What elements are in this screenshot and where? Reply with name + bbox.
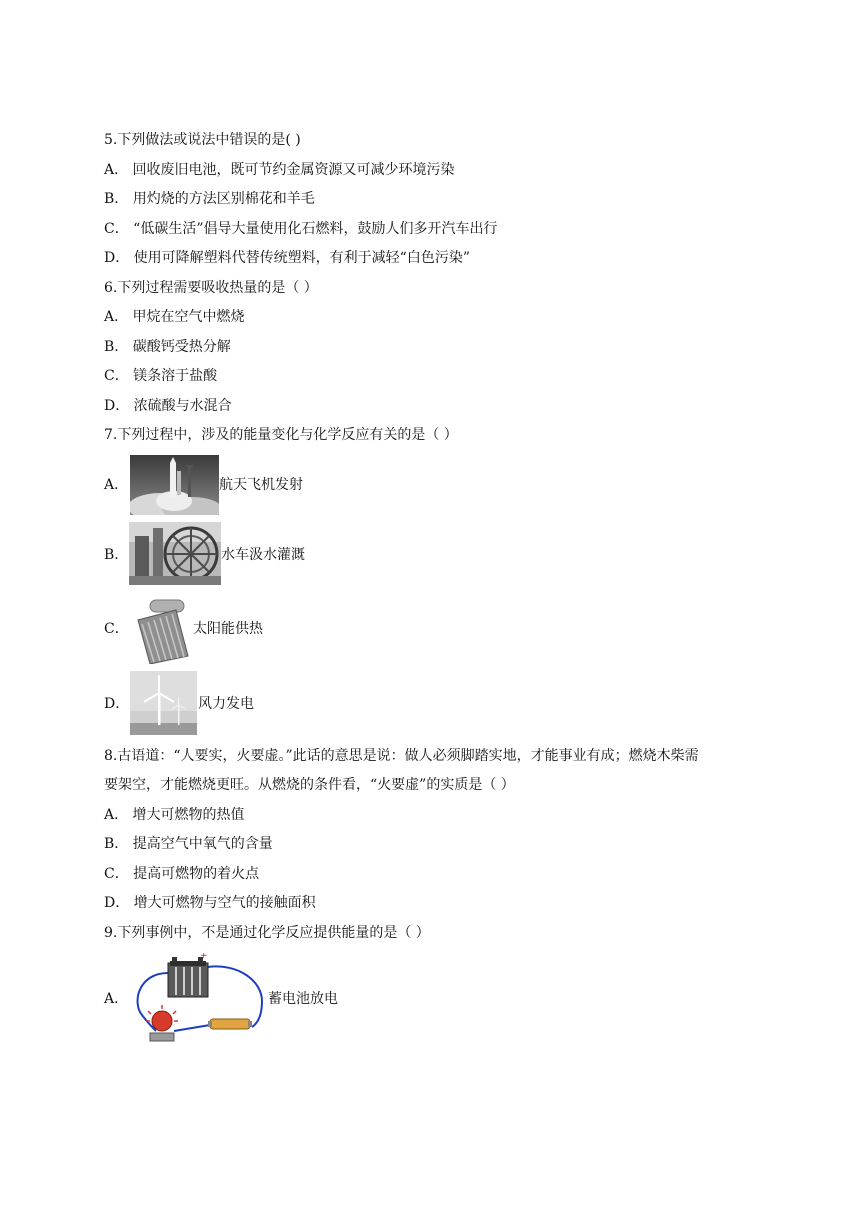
question-6-option-b: B． 碳酸钙受热分解 [104, 339, 231, 355]
question-7-option-b-caption: 水车汲水灌溉 [221, 547, 305, 563]
question-8-option-b: B． 提高空气中氧气的含量 [104, 836, 273, 852]
question-7-option-b-letter: B． [104, 547, 129, 563]
question-8-stem-line-2: 要架空，才能燃烧更旺。从燃烧的条件看，“火要虚”的实质是（ ） [104, 777, 515, 793]
question-5-option-a: A． 回收废旧电池，既可节约金属资源又可减少环境污染 [104, 162, 455, 178]
question-9-option-a-letter: A． [104, 991, 129, 1007]
question-9-option-a-caption: 蓄电池放电 [268, 991, 338, 1007]
question-5-option-d: D． 使用可降解塑料代替传统塑料，有利于减轻“白色污染” [104, 250, 470, 266]
question-8-option-d: D． 增大可燃物与空气的接触面积 [104, 895, 316, 911]
question-7-option-a-letter: A． [104, 477, 129, 493]
question-5-option-c: C． “低碳生活”倡导大量使用化石燃料，鼓励人们多开汽车出行 [104, 221, 498, 237]
question-7-option-d-letter: D． [104, 696, 130, 712]
question-7-stem: 7.下列过程中，涉及的能量变化与化学反应有关的是（ ） [104, 427, 458, 443]
solar-water-heater-photo [130, 598, 192, 664]
space-shuttle-launch-photo [130, 455, 219, 515]
question-6-option-d: D． 浓硫酸与水混合 [104, 398, 232, 414]
question-7-option-c-letter: C． [104, 621, 129, 637]
question-5-option-b: B． 用灼烧的方法区别棉花和羊毛 [104, 191, 315, 207]
question-8-option-c: C． 提高可燃物的着火点 [104, 866, 260, 882]
question-7-option-a-caption: 航天飞机发射 [219, 477, 303, 493]
question-7-option-c-caption: 太阳能供热 [193, 621, 263, 637]
svg-text:+: + [200, 953, 208, 961]
question-7-option-d-caption: 风力发电 [198, 696, 254, 712]
question-5-stem: 5.下列做法或说法中错误的是( ) [104, 132, 301, 148]
wind-turbine-photo [130, 671, 197, 735]
question-9-stem: 9.下列事例中，不是通过化学反应提供能量的是（ ） [104, 925, 430, 941]
question-8-option-a: A． 增大可燃物的热值 [104, 807, 245, 823]
battery-circuit-diagram [128, 953, 268, 1047]
question-6-stem: 6.下列过程需要吸收热量的是（ ） [104, 280, 318, 296]
waterwheel-photo [129, 522, 221, 585]
question-6-option-c: C． 镁条溶于盐酸 [104, 368, 218, 384]
question-8-stem-line-1: 8.古语道：“人要实，火要虚。”此话的意思是说：做人必须脚踏实地，才能事业有成；燃烧木柴需 [104, 748, 699, 764]
question-6-option-a: A． 甲烷在空气中燃烧 [104, 309, 245, 325]
